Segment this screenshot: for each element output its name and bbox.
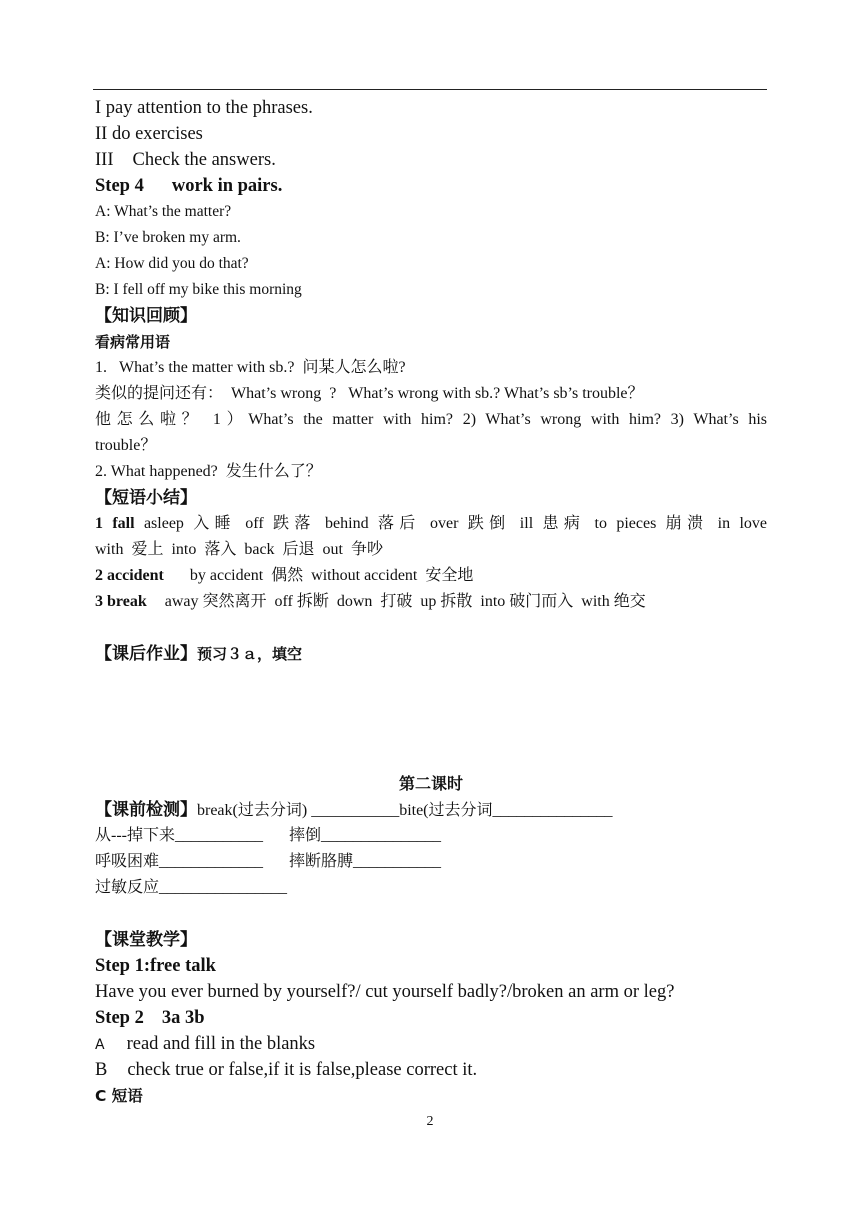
pretest-line-2a: 从---掉下来___________ [95, 827, 263, 844]
phrase-fall-label: 1 fall [95, 515, 135, 532]
line-do-exercises: II do exercises [95, 124, 203, 144]
phrase-accident-label: 2 accident [95, 567, 164, 584]
review-subheader: 看病常用语 [95, 333, 171, 351]
line-check-answers [95, 147, 767, 173]
pretest-line-2 [95, 823, 767, 849]
task-a-label: A [95, 1037, 105, 1053]
phrase-break [95, 589, 767, 615]
phrase-break-label: 3 break [95, 593, 147, 610]
step4-heading [95, 173, 767, 199]
header-rule [93, 89, 767, 90]
phrase-fall-line2: with 爱上 into 落入 back 后退 out 争吵 [95, 541, 383, 558]
review-header: 【知识回顾】 [95, 306, 197, 326]
class-header: 【课堂教学】 [95, 930, 197, 950]
pretest-line-2b: 摔倒_______________ [289, 827, 442, 844]
line-pay-attention: I pay attention to the phrases. [95, 98, 313, 118]
phrases-header: 【短语小结】 [95, 488, 197, 508]
phrase-accident-text: by accident 偶然 without accident 安全地 [189, 567, 474, 584]
step4-text: work in pairs. [171, 176, 283, 196]
pretest-line-4: 过敏反应________________ [95, 879, 288, 896]
task-b [95, 1057, 767, 1083]
phrase-fall-line1 [95, 511, 767, 537]
page-number: 2 [426, 1114, 434, 1129]
task-a [95, 1031, 767, 1057]
homework-text: 预习３ａ，填空 [197, 645, 303, 663]
dialog-line-4: B: I fell off my bike this morning [95, 281, 302, 298]
pretest-line-3a: 呼吸困难_____________ [95, 853, 264, 870]
homework-header: 【课后作业】 [95, 644, 197, 664]
pretest-line-3b: 摔断胳膊___________ [289, 853, 442, 870]
step1-text: Have you ever burned by yourself?/ cut yourself badly?/broken an arm or leg? [95, 982, 675, 1002]
review-item-1b: 类似的提问还有： What’s wrong ? What’s wrong with sb.? What’s sb’s trouble？ [95, 385, 644, 402]
roman-numeral: III [95, 150, 114, 170]
document-body [95, 95, 767, 1109]
phrase-break-text: away 突然离开 off 拆断 down 打破 up 拆散 into 破门而入 with 绝交 [164, 593, 646, 610]
phrase-fall-text: asleep 入睡 off 跌落 behind 落后 over 跌倒 ill 患病 to pieces 崩溃 in love [143, 515, 768, 532]
pretest-line-1 [95, 797, 767, 823]
pretest-line-3 [95, 849, 767, 875]
task-a-text: read and fill in the blanks [126, 1034, 316, 1054]
step2-label: Step 2 [95, 1008, 144, 1028]
check-answers-text: Check the answers. [132, 150, 276, 170]
pretest-line-1-text: break(过去分词) ___________bite(过去分词_______________ [197, 802, 613, 819]
task-b-text: check true or false,if it is false,please correct it. [127, 1060, 478, 1080]
step1-heading: Step 1:free talk [95, 956, 216, 976]
phrase-accident [95, 563, 767, 589]
task-c: C 短语 [95, 1087, 143, 1105]
step2-heading [95, 1005, 767, 1031]
step4-label: Step 4 [95, 176, 144, 196]
dialog-line-2: B: I’ve broken my arm. [95, 229, 241, 246]
lesson2-title: 第二课时 [398, 774, 463, 793]
dialog-line-1: A: What’s the matter? [95, 203, 232, 220]
homework-line [95, 641, 767, 667]
dialog-line-3: A: How did you do that? [95, 255, 249, 272]
review-item-1d: trouble？ [95, 437, 157, 454]
review-item-2: 2. What happened? 发生什么了？ [95, 463, 322, 480]
task-b-label: B [95, 1060, 108, 1080]
review-item-1c: 他怎么啦？ 1）What’s the matter with him? 2) What’s wrong with him? 3) What’s his [95, 411, 767, 428]
review-item-1: 1. What’s the matter with sb.? 问某人怎么啦? [95, 359, 406, 376]
pretest-header: 【课前检测】 [95, 800, 197, 820]
step2-text: 3a 3b [161, 1008, 205, 1028]
